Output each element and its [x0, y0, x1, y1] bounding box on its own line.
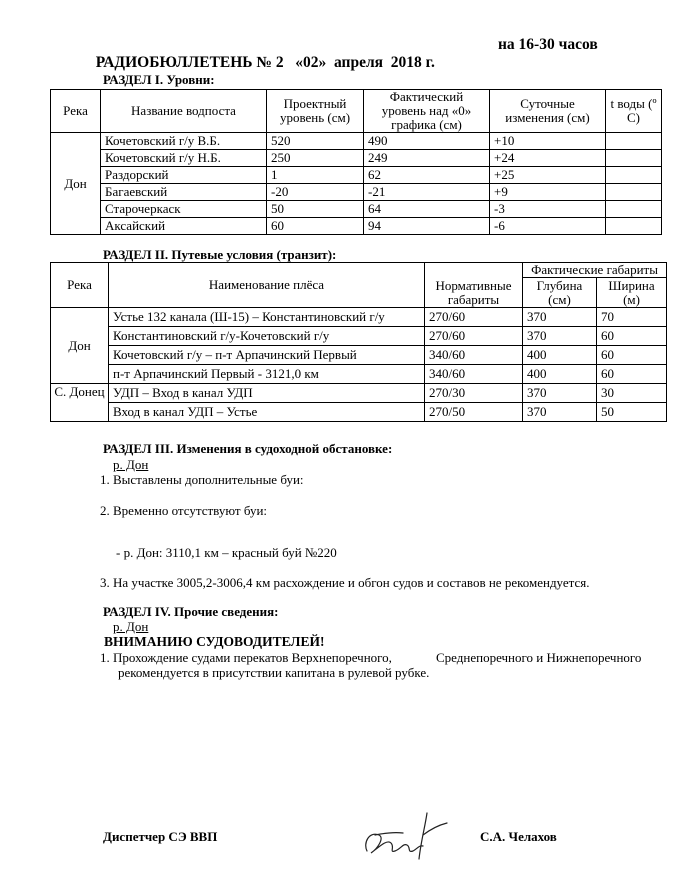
reach-name: Вход в канал УДП – Устье [109, 403, 425, 422]
bulletin-title-text: РАДИОБЮЛЛЕТЕНЬ № 2 «02» апреля 2018 г. [95, 54, 435, 71]
depth: 400 [523, 346, 597, 365]
section3-title: РАЗДЕЛ III. Изменения в судоходной обстановке: [103, 441, 393, 456]
width: 60 [597, 365, 667, 384]
water-temp [606, 218, 662, 235]
section4-title: РАЗДЕЛ IV. Прочие сведения: [103, 604, 279, 619]
table-row [51, 365, 667, 384]
post-name: Старочеркаск [101, 201, 267, 218]
depth: 370 [523, 403, 597, 422]
footer-name: С.А. Челахов [480, 829, 557, 844]
daily-change: +9 [490, 184, 606, 201]
river-name: С. Донец [51, 384, 109, 422]
reach-name: Устье 132 канала (Ш-15) – Константиновский г/у [109, 308, 425, 327]
width: 60 [597, 346, 667, 365]
project-level: 520 [267, 133, 364, 150]
col-actual-dims: Фактические габариты [523, 263, 667, 278]
normative-dims: 340/60 [425, 365, 523, 384]
actual-level: 62 [364, 167, 490, 184]
col-project: Проектный уровень (см) [267, 90, 364, 133]
depth: 370 [523, 384, 597, 403]
table-row [51, 327, 667, 346]
width: 70 [597, 308, 667, 327]
section4-river: р. Дон [113, 619, 149, 634]
actual-level: -21 [364, 184, 490, 201]
project-level: 60 [267, 218, 364, 235]
reach-name: Кочетовский г/у – п-т Арпачинский Первый [109, 346, 425, 365]
footer-dispatcher: Диспетчер СЭ ВВП [103, 829, 218, 844]
actual-level: 64 [364, 201, 490, 218]
route-table [50, 262, 667, 422]
table-row [51, 133, 662, 150]
normative-dims: 270/30 [425, 384, 523, 403]
col-river: Река [51, 263, 109, 308]
water-temp [606, 167, 662, 184]
col-reach: Наименование плёса [109, 263, 425, 308]
post-name: Кочетовский г/у В.Б. [101, 133, 267, 150]
section4-item1-line1b: Среднепоречного и Нижнепоречного [436, 650, 642, 665]
col-depth: Глубина (см) [523, 278, 597, 308]
project-level: -20 [267, 184, 364, 201]
section3-item2: 2. Временно отсутствуют буи: [100, 503, 268, 518]
table-row [51, 201, 662, 218]
table-row [51, 218, 662, 235]
normative-dims: 270/60 [425, 308, 523, 327]
levels-header-row [51, 90, 662, 133]
project-level: 50 [267, 201, 364, 218]
daily-change: -6 [490, 218, 606, 235]
water-temp [606, 133, 662, 150]
post-name: Раздорский [101, 167, 267, 184]
col-river: Река [51, 90, 101, 133]
table-row [51, 184, 662, 201]
section3-item1: 1. Выставлены дополнительные буи: [100, 472, 304, 487]
col-width: Ширина (м) [597, 278, 667, 308]
daily-change: +10 [490, 133, 606, 150]
bulletin-time: на 16-30 часов [498, 36, 598, 53]
table-row [51, 150, 662, 167]
normative-dims: 270/50 [425, 403, 523, 422]
section4-item1-line1a: 1. Прохождение судами перекатов Верхнепоречного, [100, 650, 392, 665]
reach-name: УДП – Вход в канал УДП [109, 384, 425, 403]
levels-table [50, 89, 662, 235]
attention-heading: ВНИМАНИЮ СУДОВОДИТЕЛЕЙ! [104, 634, 325, 649]
project-level: 250 [267, 150, 364, 167]
table-row [51, 346, 667, 365]
depth: 370 [523, 327, 597, 346]
actual-level: 490 [364, 133, 490, 150]
actual-level: 249 [364, 150, 490, 167]
reach-name: п-т Арпачинский Первый - 3121,0 км [109, 365, 425, 384]
water-temp [606, 184, 662, 201]
col-normative: Нормативные габариты [425, 263, 523, 308]
normative-dims: 270/60 [425, 327, 523, 346]
col-temp: t воды (º С) [606, 90, 662, 133]
table-row [51, 308, 667, 327]
depth: 370 [523, 308, 597, 327]
section1-title: РАЗДЕЛ I. Уровни: [103, 72, 215, 87]
actual-level: 94 [364, 218, 490, 235]
col-change: Суточные изменения (см) [490, 90, 606, 133]
width: 50 [597, 403, 667, 422]
daily-change: -3 [490, 201, 606, 218]
reach-name: Константиновский г/у-Кочетовский г/у [109, 327, 425, 346]
section3-item2-detail: - р. Дон: 3110,1 км – красный буй №220 [116, 545, 337, 560]
daily-change: +24 [490, 150, 606, 167]
section3-river: р. Дон [113, 457, 149, 472]
project-level: 1 [267, 167, 364, 184]
section3-item3: 3. На участке 3005,2-3006,4 км расхождение и обгон судов и составов не рекомендуется. [100, 575, 590, 590]
river-name: Дон [51, 133, 101, 235]
post-name: Багаевский [101, 184, 267, 201]
section2-title: РАЗДЕЛ II. Путевые условия (транзит): [103, 247, 337, 262]
col-actual: Фактический уровень над «0» графика (см) [364, 90, 490, 133]
depth: 400 [523, 365, 597, 384]
table-row [51, 384, 667, 403]
post-name: Аксайский [101, 218, 267, 235]
river-name: Дон [51, 308, 109, 384]
signature-image [355, 805, 455, 867]
water-temp [606, 201, 662, 218]
daily-change: +25 [490, 167, 606, 184]
width: 60 [597, 327, 667, 346]
table-row [51, 403, 667, 422]
section4-item1-line2: рекомендуется в присутствии капитана в рулевой рубке. [118, 665, 430, 680]
post-name: Кочетовский г/у Н.Б. [101, 150, 267, 167]
water-temp [606, 150, 662, 167]
table-row [51, 167, 662, 184]
col-post: Название водпоста [101, 90, 267, 133]
normative-dims: 340/60 [425, 346, 523, 365]
width: 30 [597, 384, 667, 403]
